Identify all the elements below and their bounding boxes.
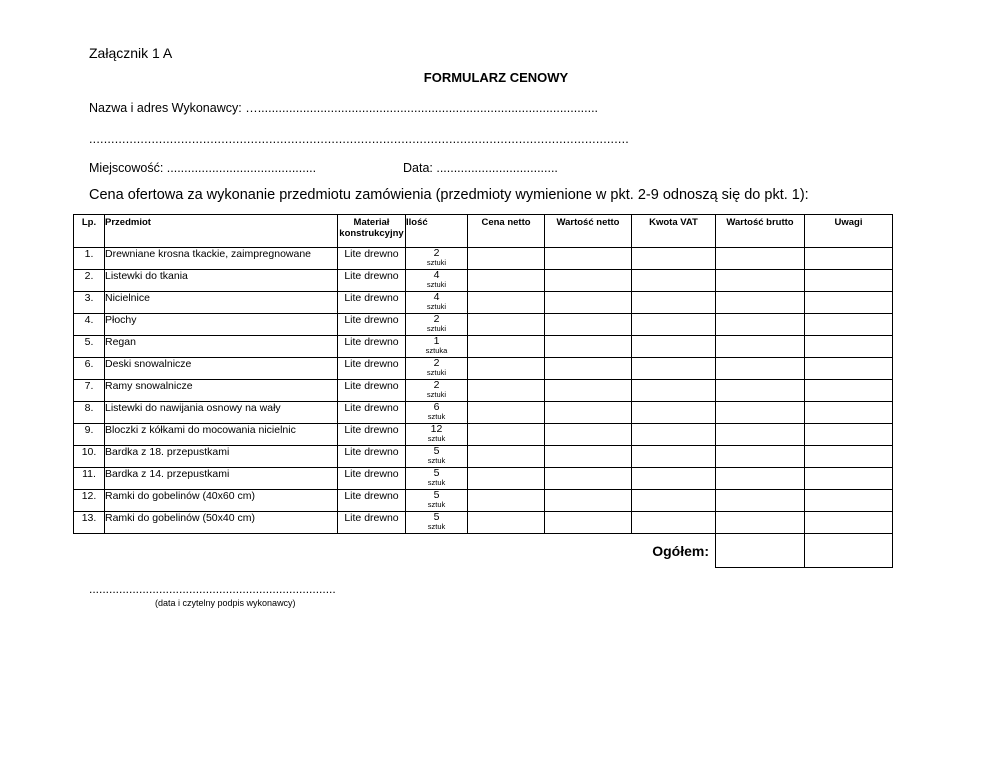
row-item-name: Nicielnice (105, 292, 338, 314)
quantity-value: 2 (433, 247, 440, 259)
row-vat-cell[interactable] (632, 336, 716, 358)
row-net-value-cell[interactable] (545, 248, 632, 270)
row-notes-cell[interactable] (805, 490, 893, 512)
quantity-unit: sztuki (426, 258, 447, 267)
row-item-name: Ramy snowalnicze (105, 380, 338, 402)
row-item-name: Drewniane krosna tkackie, zaimpregnowane (105, 248, 338, 270)
city-line: Miejscowość: ........................................... (89, 161, 317, 175)
row-quantity (406, 292, 468, 314)
row-vat-cell[interactable] (632, 380, 716, 402)
date-line: Data: ................................... (403, 161, 558, 175)
row-gross-value-cell[interactable] (716, 402, 805, 424)
row-notes-cell[interactable] (805, 292, 893, 314)
table-row (74, 402, 893, 424)
row-vat-cell[interactable] (632, 248, 716, 270)
row-quantity (406, 512, 468, 534)
row-item-name: Regan (105, 336, 338, 358)
row-notes-cell[interactable] (805, 270, 893, 292)
row-vat-cell[interactable] (632, 446, 716, 468)
table-row (74, 424, 893, 446)
row-quantity (406, 468, 468, 490)
document-title-text: FORMULARZ CENOWY (423, 70, 569, 85)
row-notes-cell[interactable] (805, 468, 893, 490)
document-title (0, 70, 992, 85)
row-lp: 6. (74, 358, 105, 380)
row-lp: 1. (74, 248, 105, 270)
row-net-price-cell[interactable] (468, 270, 545, 292)
row-material: Lite drewno (338, 424, 406, 446)
row-net-value-cell[interactable] (545, 424, 632, 446)
row-vat-cell[interactable] (632, 468, 716, 490)
row-lp: 5. (74, 336, 105, 358)
row-item-name: Ramki do gobelinów (50x40 cm) (105, 512, 338, 534)
row-material: Lite drewno (338, 358, 406, 380)
row-net-price-cell[interactable] (468, 512, 545, 534)
contractor-address-line: ................................................................................................................................................... (89, 132, 629, 146)
row-net-value-cell[interactable] (545, 490, 632, 512)
row-net-price-cell[interactable] (468, 402, 545, 424)
row-quantity (406, 380, 468, 402)
quantity-value: 1 (433, 335, 440, 347)
row-gross-value-cell[interactable] (716, 446, 805, 468)
row-net-price-cell[interactable] (468, 424, 545, 446)
row-quantity (406, 314, 468, 336)
row-notes-cell[interactable] (805, 248, 893, 270)
signature-line: .......................................................................... (89, 582, 336, 596)
row-material: Lite drewno (338, 446, 406, 468)
row-lp: 10. (74, 446, 105, 468)
table-row (74, 336, 893, 358)
row-quantity (406, 490, 468, 512)
row-net-price-cell[interactable] (468, 380, 545, 402)
quantity-value: 2 (433, 313, 440, 325)
quantity-unit: sztuki (426, 324, 447, 333)
row-quantity (406, 424, 468, 446)
row-net-price-cell[interactable] (468, 358, 545, 380)
row-vat-cell[interactable] (632, 292, 716, 314)
row-gross-value-cell[interactable] (716, 292, 805, 314)
row-material: Lite drewno (338, 270, 406, 292)
row-gross-value-cell[interactable] (716, 380, 805, 402)
row-notes-cell[interactable] (805, 380, 893, 402)
row-net-value-cell[interactable] (545, 446, 632, 468)
row-net-value-cell[interactable] (545, 314, 632, 336)
row-material: Lite drewno (338, 336, 406, 358)
row-net-value-cell[interactable] (545, 468, 632, 490)
row-gross-value-cell[interactable] (716, 314, 805, 336)
row-lp: 3. (74, 292, 105, 314)
row-net-value-cell[interactable] (545, 358, 632, 380)
quantity-unit: sztuk (427, 434, 446, 443)
row-notes-cell[interactable] (805, 424, 893, 446)
row-net-price-cell[interactable] (468, 468, 545, 490)
row-quantity (406, 358, 468, 380)
quantity-unit: sztuki (426, 368, 447, 377)
row-item-name: Bardka z 18. przepustkami (105, 446, 338, 468)
row-lp: 4. (74, 314, 105, 336)
row-notes-cell[interactable] (805, 314, 893, 336)
row-item-name: Listewki do tkania (105, 270, 338, 292)
row-net-value-cell[interactable] (545, 270, 632, 292)
quantity-unit: sztuki (426, 280, 447, 289)
row-net-price-cell[interactable] (468, 248, 545, 270)
row-net-price-cell[interactable] (468, 490, 545, 512)
quantity-unit: sztuki (426, 302, 447, 311)
quantity-unit: sztuk (427, 478, 446, 487)
col-header-net-price: Cena netto (468, 215, 545, 248)
row-vat-cell[interactable] (632, 358, 716, 380)
total-label-cell (74, 534, 716, 568)
row-quantity (406, 446, 468, 468)
signature-caption: (data i czytelny podpis wykonawcy) (155, 598, 296, 608)
row-material: Lite drewno (338, 468, 406, 490)
row-net-value-cell[interactable] (545, 380, 632, 402)
row-gross-value-cell[interactable] (716, 424, 805, 446)
row-net-price-cell[interactable] (468, 292, 545, 314)
col-header-item: Przedmiot (105, 215, 338, 248)
total-notes-cell[interactable] (805, 534, 893, 568)
row-item-name: Płochy (105, 314, 338, 336)
table-row (74, 248, 893, 270)
annex-label: Załącznik 1 A (89, 45, 173, 61)
row-lp: 9. (74, 424, 105, 446)
row-vat-cell[interactable] (632, 490, 716, 512)
table-row (74, 512, 893, 534)
row-gross-value-cell[interactable] (716, 248, 805, 270)
quantity-value: 5 (433, 445, 440, 457)
row-item-name: Bloczki z kółkami do mocowania nicielnic (105, 424, 338, 446)
col-header-material: Materiał konstrukcyjny (338, 215, 406, 248)
row-vat-cell[interactable] (632, 402, 716, 424)
table-row (74, 358, 893, 380)
total-gross-cell[interactable] (716, 534, 805, 568)
row-gross-value-cell[interactable] (716, 490, 805, 512)
quantity-value: 5 (433, 489, 440, 501)
quantity-value: 2 (433, 357, 440, 369)
row-notes-cell[interactable] (805, 402, 893, 424)
row-net-value-cell[interactable] (545, 512, 632, 534)
row-vat-cell[interactable] (632, 512, 716, 534)
quantity-unit: sztuk (427, 456, 446, 465)
quantity-value: 5 (433, 467, 440, 479)
row-quantity (406, 336, 468, 358)
table-row (74, 490, 893, 512)
row-item-name: Bardka z 14. przepustkami (105, 468, 338, 490)
row-vat-cell[interactable] (632, 424, 716, 446)
table-row (74, 314, 893, 336)
total-row (74, 534, 893, 568)
row-lp: 8. (74, 402, 105, 424)
row-gross-value-cell[interactable] (716, 512, 805, 534)
row-material: Lite drewno (338, 248, 406, 270)
row-lp: 11. (74, 468, 105, 490)
row-lp: 2. (74, 270, 105, 292)
row-item-name: Deski snowalnicze (105, 358, 338, 380)
row-item-name: Ramki do gobelinów (40x60 cm) (105, 490, 338, 512)
total-label: Ogółem: (652, 542, 709, 559)
table-row (74, 446, 893, 468)
table-row (74, 270, 893, 292)
quantity-value: 6 (433, 401, 440, 413)
quantity-unit: sztuki (426, 390, 447, 399)
contractor-name-line: Nazwa i adres Wykonawcy: ….................................................................................................. (89, 101, 599, 115)
quantity-unit: sztuk (427, 412, 446, 421)
row-notes-cell[interactable] (805, 336, 893, 358)
quantity-value: 2 (433, 379, 440, 391)
quantity-value: 12 (430, 423, 443, 435)
col-header-gross-value: Wartość brutto (716, 215, 805, 248)
row-lp: 7. (74, 380, 105, 402)
table-header-row (74, 215, 893, 248)
row-material: Lite drewno (338, 490, 406, 512)
row-net-value-cell[interactable] (545, 292, 632, 314)
row-notes-cell[interactable] (805, 446, 893, 468)
quantity-unit: sztuk (427, 522, 446, 531)
row-lp: 12. (74, 490, 105, 512)
col-header-vat: Kwota VAT (632, 215, 716, 248)
quantity-value: 4 (433, 269, 440, 281)
row-material: Lite drewno (338, 314, 406, 336)
row-notes-cell[interactable] (805, 512, 893, 534)
quantity-unit: sztuk (427, 500, 446, 509)
row-quantity (406, 248, 468, 270)
quantity-unit: sztuka (425, 346, 448, 355)
row-lp: 13. (74, 512, 105, 534)
row-gross-value-cell[interactable] (716, 270, 805, 292)
table-row (74, 292, 893, 314)
row-quantity (406, 402, 468, 424)
row-net-price-cell[interactable] (468, 336, 545, 358)
col-header-notes: Uwagi (805, 215, 893, 248)
row-notes-cell[interactable] (805, 358, 893, 380)
col-header-lp: Lp. (74, 215, 105, 248)
row-material: Lite drewno (338, 512, 406, 534)
row-material: Lite drewno (338, 380, 406, 402)
table-row (74, 380, 893, 402)
quantity-value: 5 (433, 511, 440, 523)
row-vat-cell[interactable] (632, 270, 716, 292)
price-table (73, 214, 893, 568)
row-net-price-cell[interactable] (468, 314, 545, 336)
row-material: Lite drewno (338, 292, 406, 314)
quantity-value: 4 (433, 291, 440, 303)
row-gross-value-cell[interactable] (716, 468, 805, 490)
row-gross-value-cell[interactable] (716, 336, 805, 358)
row-net-price-cell[interactable] (468, 446, 545, 468)
table-row (74, 468, 893, 490)
row-quantity (406, 270, 468, 292)
row-material: Lite drewno (338, 402, 406, 424)
row-net-value-cell[interactable] (545, 336, 632, 358)
row-item-name: Listewki do nawijania osnowy na wały (105, 402, 338, 424)
intro-text: Cena ofertowa za wykonanie przedmiotu zamówienia (przedmioty wymienione w pkt. 2-9 odnoszą się do pkt. 1): (89, 187, 809, 203)
col-header-quantity: Ilość (406, 215, 468, 248)
row-vat-cell[interactable] (632, 314, 716, 336)
col-header-net-value: Wartość netto (545, 215, 632, 248)
row-net-value-cell[interactable] (545, 402, 632, 424)
row-gross-value-cell[interactable] (716, 358, 805, 380)
